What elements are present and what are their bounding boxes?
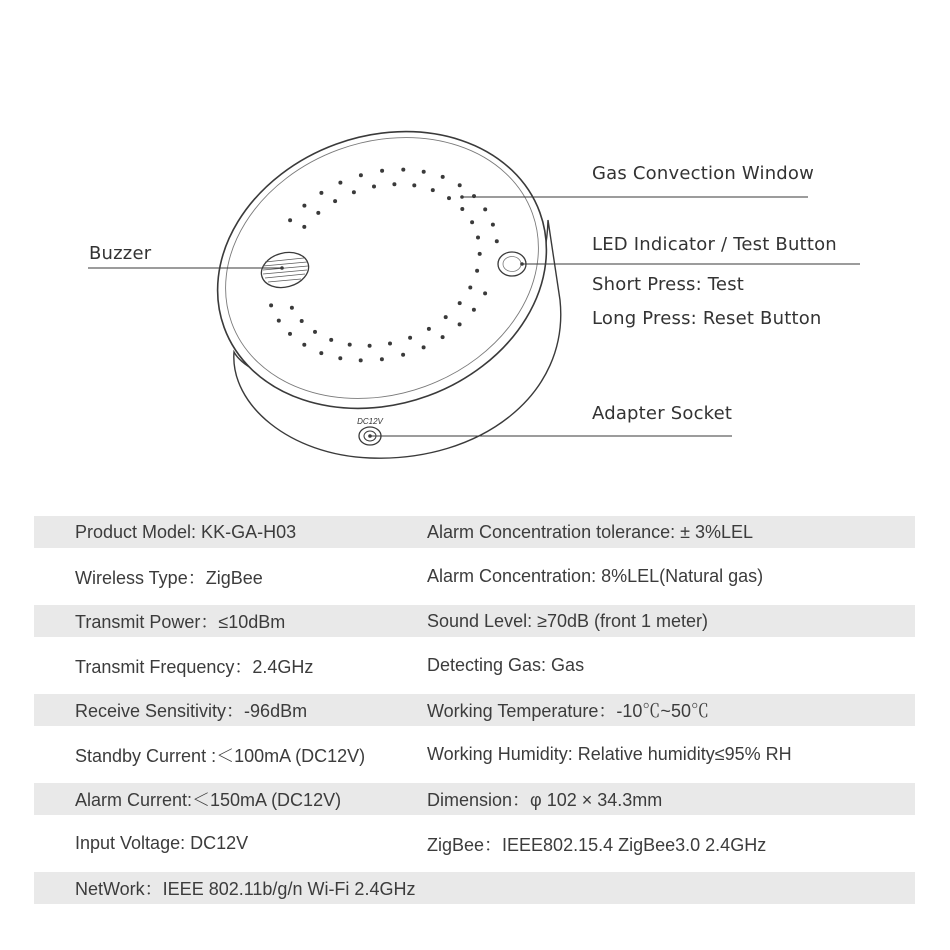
vent-hole	[495, 239, 499, 243]
led-button-label: LED Indicator / Test Button	[592, 234, 837, 255]
spec-right: Alarm Concentration tolerance: ± 3%LEL	[427, 521, 754, 542]
vent-hole	[458, 301, 462, 305]
vent-hole	[441, 335, 445, 339]
vent-hole	[427, 327, 431, 331]
vent-hole	[472, 308, 476, 312]
vent-hole	[359, 358, 363, 362]
vent-hole	[329, 338, 333, 342]
spec-row	[34, 561, 915, 593]
vent-hole	[368, 344, 372, 348]
spec-left: Product Model: KK-GA-H03	[75, 521, 297, 542]
vent-hole	[319, 191, 323, 195]
spec-left: Wireless Type：ZigBee	[75, 567, 263, 588]
short-press-label: Short Press: Test	[592, 274, 745, 295]
spec-right: Detecting Gas: Gas	[427, 655, 585, 675]
spec-row	[34, 872, 915, 904]
spec-left: Alarm Current:＜150mA (DC12V)	[75, 790, 342, 810]
vent-hole	[422, 345, 426, 349]
vent-hole	[288, 218, 292, 222]
vent-hole	[302, 225, 306, 229]
gas-window-label: Gas Convection Window	[592, 163, 815, 184]
vent-hole	[269, 303, 273, 307]
spec-row	[34, 650, 915, 682]
vent-hole	[483, 207, 487, 211]
vent-hole	[392, 182, 396, 186]
vent-hole	[470, 220, 474, 224]
vent-hole	[441, 175, 445, 179]
vent-hole	[460, 207, 464, 211]
vent-hole	[290, 306, 294, 310]
vent-hole	[483, 291, 487, 295]
vent-hole	[491, 223, 495, 227]
spec-row	[34, 605, 915, 637]
vent-hole	[444, 315, 448, 319]
spec-left: Standby Current :＜100mA (DC12V)	[75, 745, 366, 766]
vent-hole	[412, 183, 416, 187]
vent-hole	[475, 269, 479, 273]
spec-left: Input Voltage: DC12V	[75, 833, 249, 853]
long-press-label: Long Press: Reset Button	[592, 308, 822, 329]
vent-hole	[458, 183, 462, 187]
vent-hole	[478, 252, 482, 256]
spec-left: NetWork：IEEE 802.11b/g/n Wi-Fi 2.4GHz	[75, 879, 416, 899]
vent-hole	[277, 319, 281, 323]
spec-row	[34, 739, 915, 771]
vent-hole	[401, 353, 405, 357]
spec-left: Transmit Frequency：2.4GHz	[75, 656, 314, 677]
vent-hole	[476, 236, 480, 240]
vent-hole	[372, 185, 376, 189]
vent-hole	[422, 170, 426, 174]
spec-right: Alarm Concentration: 8%LEL(Natural gas)	[427, 566, 764, 586]
vent-hole	[316, 211, 320, 215]
vent-hole	[302, 204, 306, 208]
vent-hole	[338, 356, 342, 360]
vent-hole	[319, 351, 323, 355]
spec-table	[34, 516, 915, 917]
buzzer-label: Buzzer	[89, 243, 152, 264]
spec-right: ZigBee：IEEE802.15.4 ZigBee3.0 2.4GHz	[427, 834, 767, 855]
spec-row	[34, 516, 915, 548]
socket-label: DC12V	[357, 417, 383, 426]
vent-hole	[401, 168, 405, 172]
spec-row	[34, 783, 915, 815]
spec-right: Working Humidity: Relative humidity≤95% RH	[427, 744, 792, 764]
spec-left: Receive Sensitivity：-96dBm	[75, 701, 308, 721]
vent-hole	[352, 190, 356, 194]
vent-hole	[431, 188, 435, 192]
spec-row	[34, 828, 915, 860]
vent-hole	[408, 336, 412, 340]
vent-hole	[388, 342, 392, 346]
vent-hole	[359, 173, 363, 177]
vent-hole	[288, 332, 292, 336]
vent-hole	[313, 330, 317, 334]
vent-hole	[338, 181, 342, 185]
vent-hole	[348, 343, 352, 347]
adapter-socket-label: Adapter Socket	[592, 403, 733, 424]
spec-left: Transmit Power：≤10dBm	[75, 612, 286, 632]
vent-hole	[302, 343, 306, 347]
vent-hole	[468, 286, 472, 290]
vent-hole	[300, 319, 304, 323]
spec-right: Working Temperature：-10℃~50℃	[427, 701, 709, 721]
vent-hole	[380, 169, 384, 173]
vent-hole	[333, 199, 337, 203]
spec-right: Sound Level: ≥70dB (front 1 meter)	[427, 610, 709, 631]
vent-hole	[458, 322, 462, 326]
vent-hole	[447, 196, 451, 200]
spec-row	[34, 694, 915, 726]
spec-right: Dimension：φ 102 × 34.3mm	[427, 790, 663, 810]
vent-hole	[380, 357, 384, 361]
